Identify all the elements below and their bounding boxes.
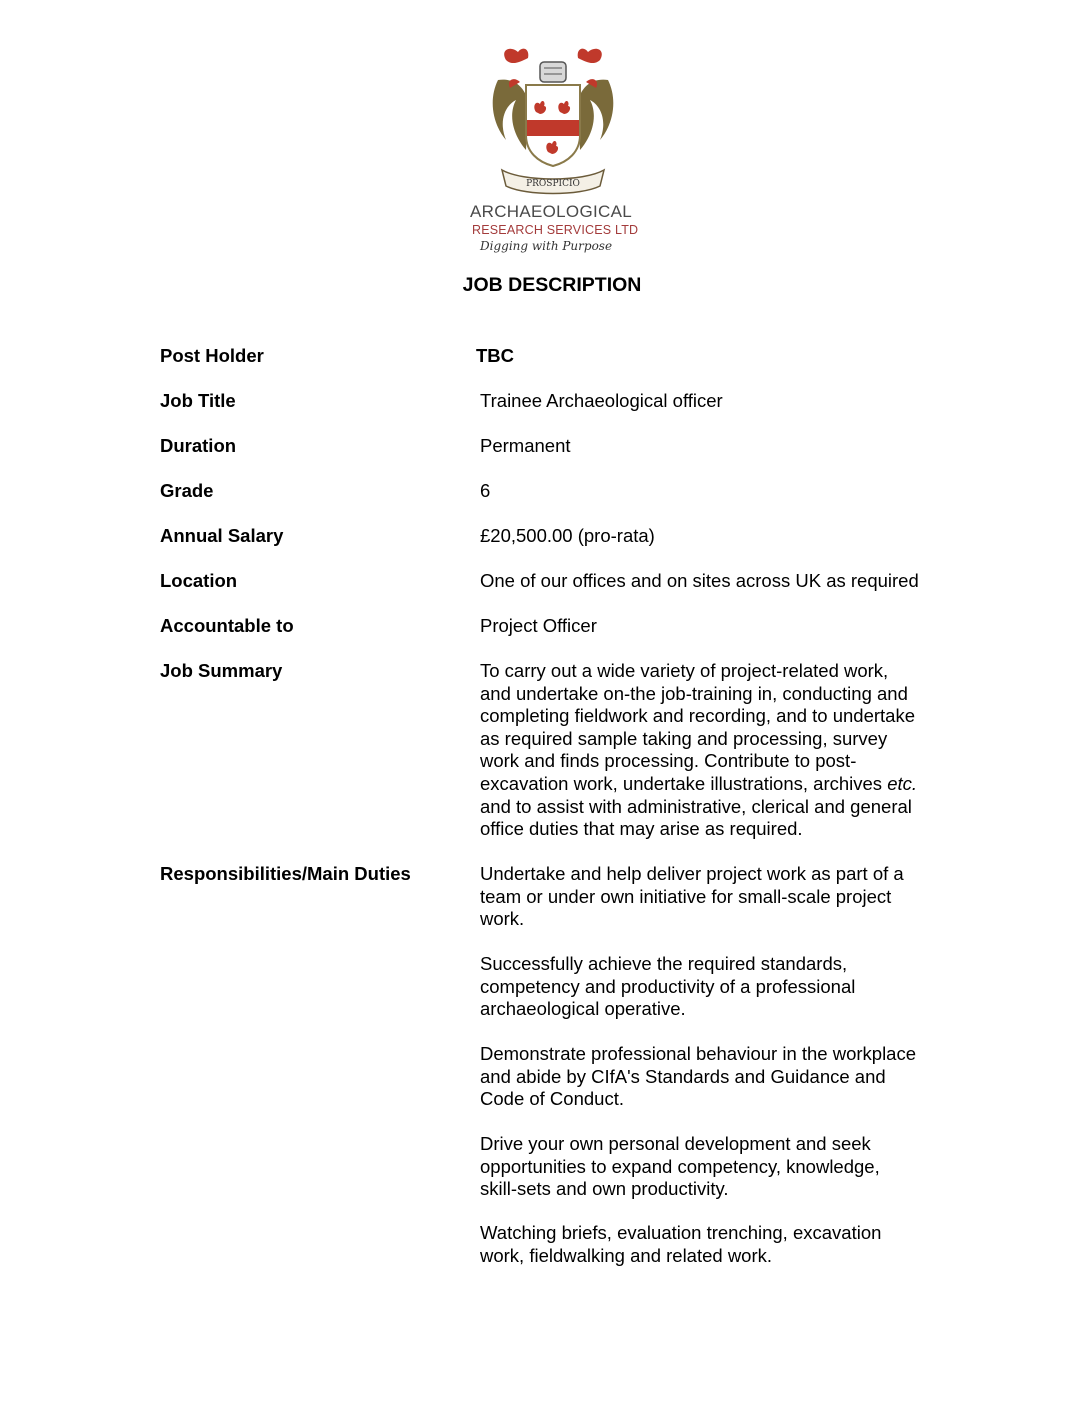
label-grade: Grade xyxy=(160,480,214,501)
summary-line: To carry out a wide variety of project-related work, xyxy=(480,660,889,681)
duty-line: work, fieldwalking and related work. xyxy=(480,1244,773,1266)
summary-line: work and finds processing. Contribute to post- xyxy=(480,750,857,772)
duty-line: work. xyxy=(480,908,525,930)
duty-paragraph xyxy=(480,1043,950,1111)
summary-line-etc: excavation work, undertake illustrations, archives etc. xyxy=(480,772,918,794)
duty-line: Code of Conduct. xyxy=(480,1088,624,1110)
logo-company-name: ARCHAEOLOGICAL xyxy=(470,202,632,221)
value-annual-salary: £20,500.00 (pro-rata) xyxy=(480,525,655,546)
summary-line: office duties that may arise as required. xyxy=(480,818,803,840)
logo-company-subname: RESEARCH SERVICES LTD xyxy=(472,223,639,237)
duty-paragraph xyxy=(480,863,950,931)
value-grade: 6 xyxy=(480,480,491,501)
label-post-holder: Post Holder xyxy=(160,345,264,366)
label-annual-salary: Annual Salary xyxy=(160,525,284,546)
crest-icon xyxy=(488,40,618,200)
etc-italic: etc. xyxy=(887,772,918,794)
duty-paragraph xyxy=(480,1222,950,1267)
duty-line: team or under own initiative for small-scale project xyxy=(480,885,892,907)
value-post-holder: TBC xyxy=(476,345,515,366)
label-job-summary: Job Summary xyxy=(160,660,283,681)
label-duration: Duration xyxy=(160,435,237,456)
duty-line: opportunities to expand competency, knowledge, xyxy=(480,1155,880,1177)
duty-line: Demonstrate professional behaviour in the workplace xyxy=(480,1043,917,1064)
duty-line: Successfully achieve the required standards, xyxy=(480,953,848,974)
duty-line: competency and productivity of a professional xyxy=(480,975,856,997)
label-location: Location xyxy=(160,570,238,591)
duty-paragraph xyxy=(480,1133,950,1201)
value-job-summary xyxy=(480,660,950,841)
company-logo xyxy=(470,40,650,260)
value-duration: Permanent xyxy=(480,435,571,456)
duty-line: Undertake and help deliver project work as part of a xyxy=(480,863,904,884)
page-title: JOB DESCRIPTION xyxy=(462,274,642,296)
summary-line: completing fieldwork and recording, and to undertake xyxy=(480,705,916,727)
logo-tagline: Digging with Purpose xyxy=(480,239,613,253)
duty-line: and abide by CIfA's Standards and Guidance and xyxy=(480,1065,886,1087)
value-job-title: Trainee Archaeological officer xyxy=(480,390,723,411)
duty-line: Drive your own personal development and seek xyxy=(480,1133,871,1154)
value-location: One of our offices and on sites across UK as required xyxy=(480,570,919,591)
duty-paragraph xyxy=(480,953,950,1021)
summary-line: and to assist with administrative, clerical and general xyxy=(480,795,912,817)
logo-motto: PROSPICIO xyxy=(526,179,580,189)
duty-line: skill-sets and own productivity. xyxy=(480,1178,729,1200)
duty-line: archaeological operative. xyxy=(480,998,686,1020)
summary-line: and undertake on-the job-training in, conducting and xyxy=(480,682,908,704)
label-job-title: Job Title xyxy=(160,390,236,411)
label-accountable-to: Accountable to xyxy=(160,615,294,636)
duty-line: Watching briefs, evaluation trenching, excavation xyxy=(480,1222,882,1243)
value-accountable-to: Project Officer xyxy=(480,615,597,636)
summary-line: as required sample taking and processing, survey xyxy=(480,727,888,749)
label-responsibilities: Responsibilities/Main Duties xyxy=(160,863,411,884)
